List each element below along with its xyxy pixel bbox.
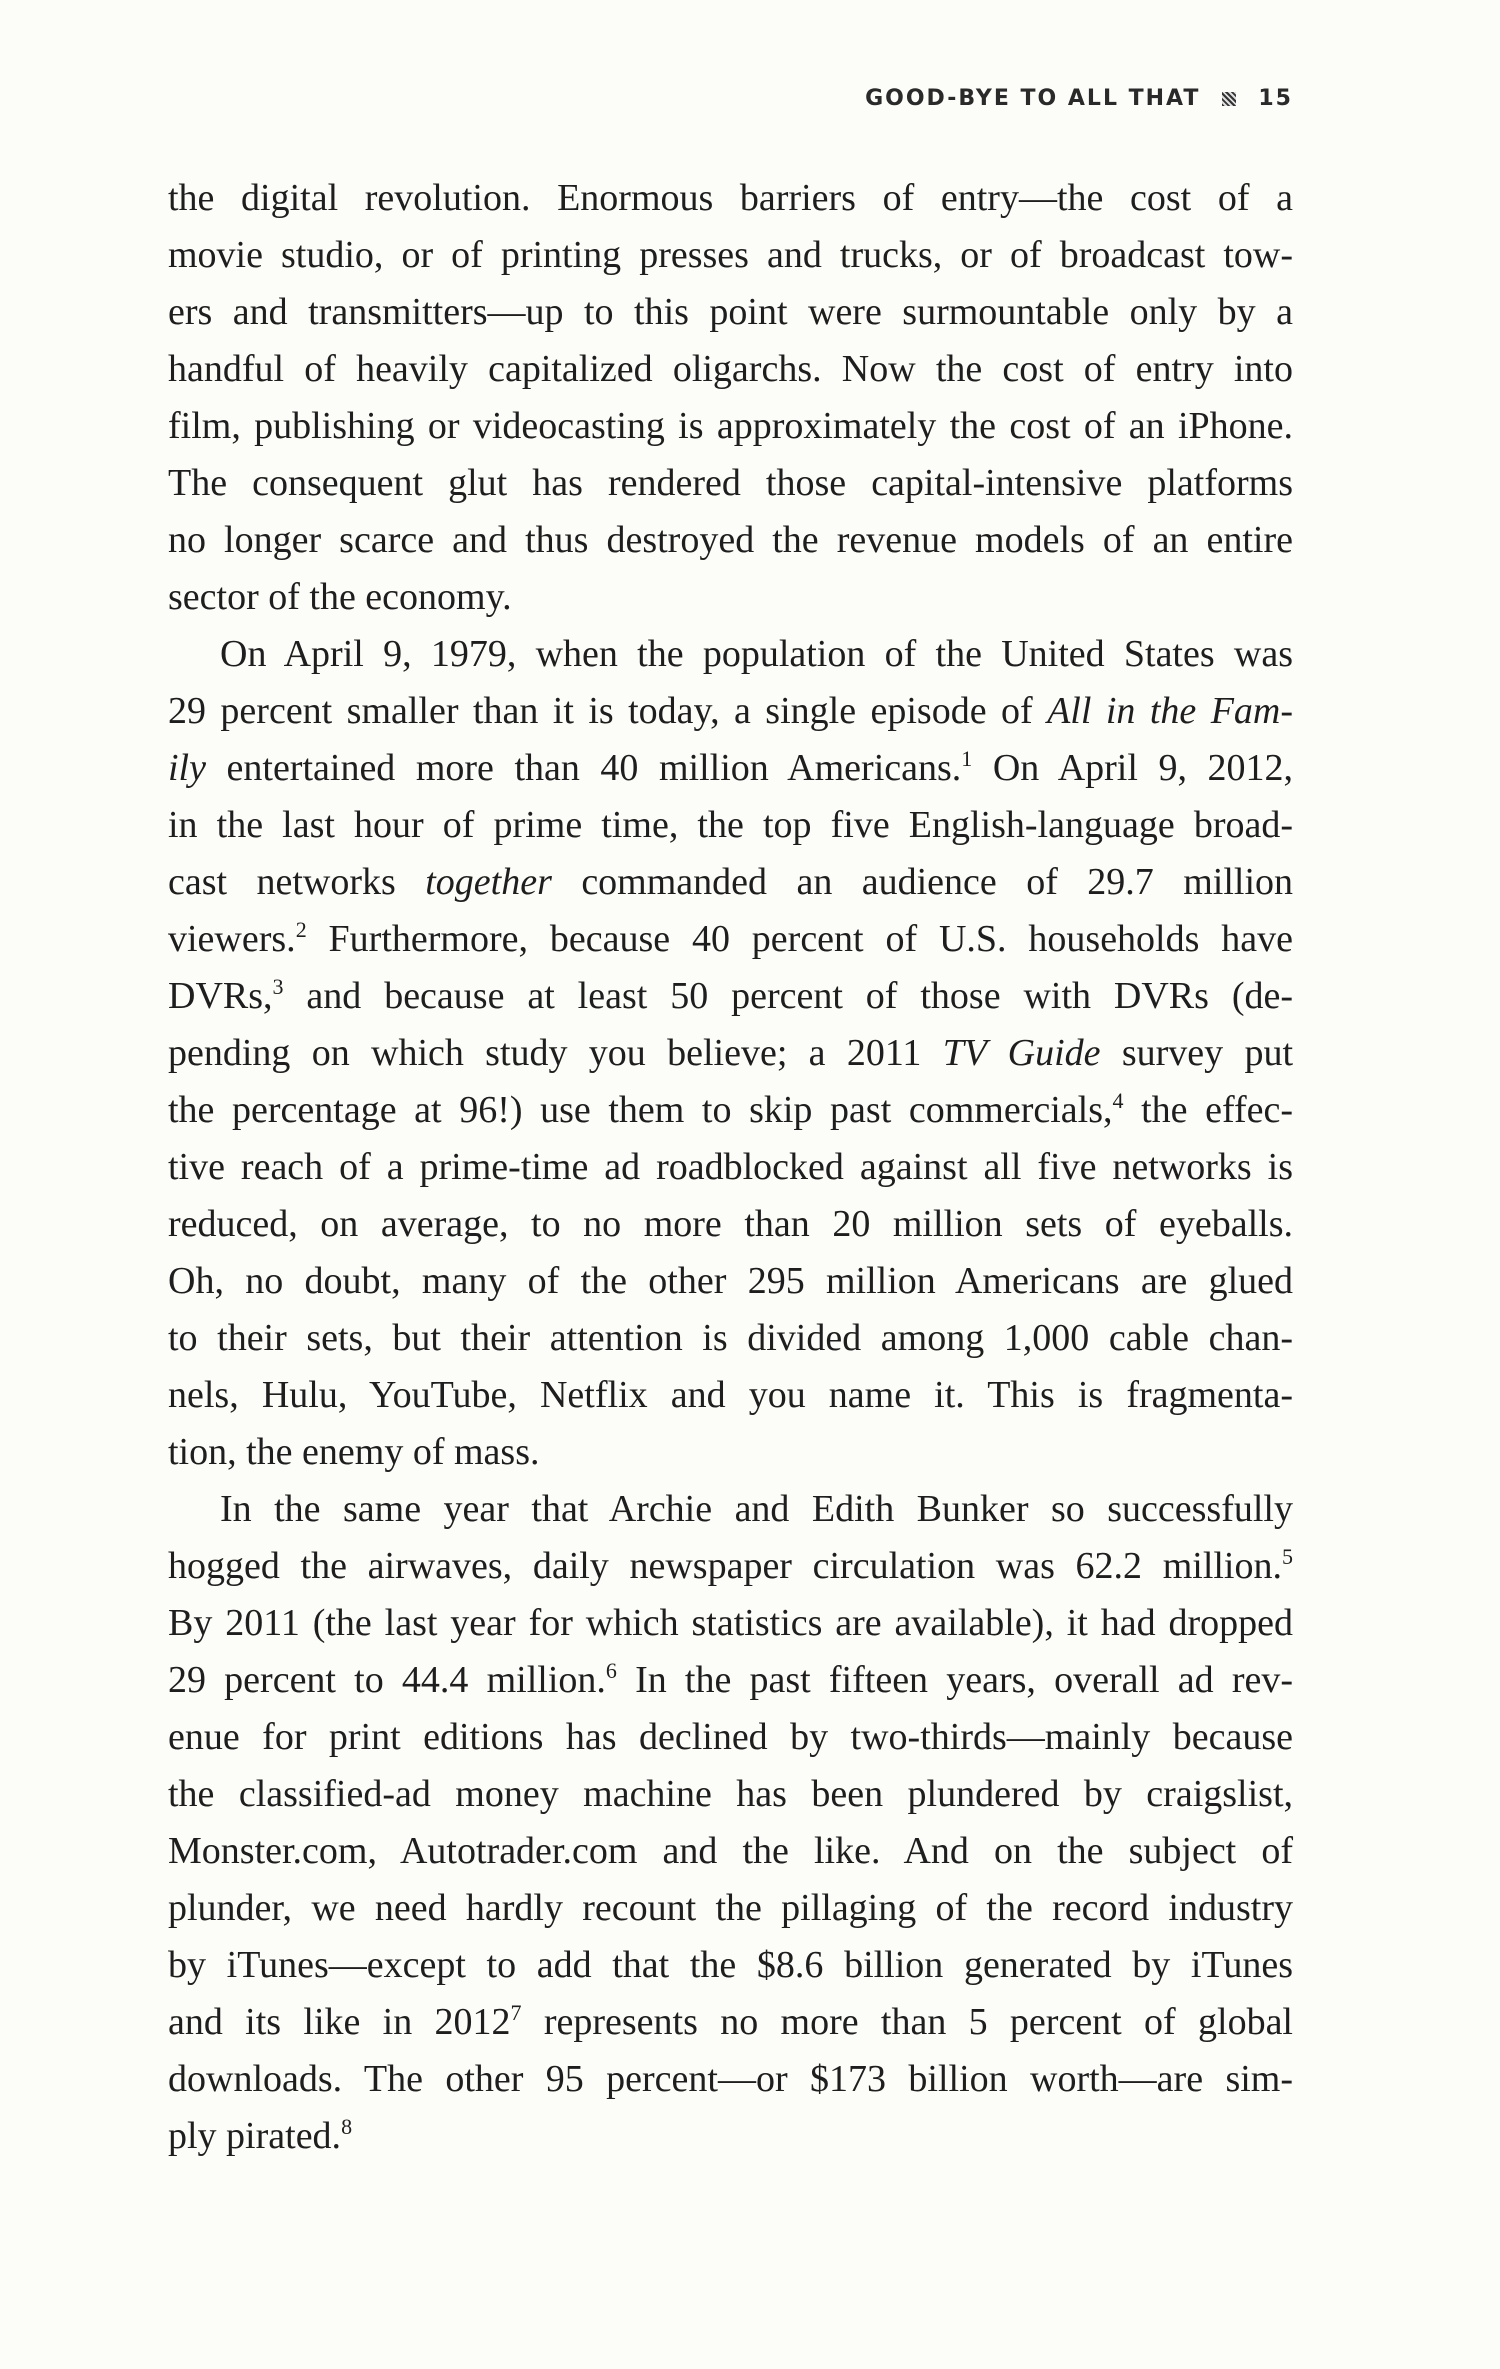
text-line: [168, 1481, 1293, 1538]
italic-title: ily: [168, 747, 206, 789]
footnote-marker: 3: [272, 974, 284, 999]
text-line: [168, 1424, 1293, 1481]
footnote-marker: 1: [961, 746, 973, 771]
text-run: sector of the economy.: [168, 576, 512, 618]
footnote-marker: 5: [1282, 1544, 1293, 1569]
text-line: [168, 227, 1293, 284]
text-line: [168, 2051, 1293, 2108]
text-run: Monster.com, Autotrader.com and the like. And on the subject of: [168, 1830, 1293, 1872]
text-line: [168, 569, 1293, 626]
text-line: [168, 512, 1293, 569]
text-line: [168, 398, 1293, 455]
text-run: survey put: [1100, 1032, 1293, 1074]
text-line: [168, 1082, 1293, 1139]
text-run: 29 percent to 44.4 million.: [168, 1659, 606, 1701]
text-run: handful of heavily capitalized oligarchs. Now the cost of entry into: [168, 348, 1293, 390]
text-run: Oh, no doubt, many of the other 295 million Americans are glued: [168, 1260, 1293, 1302]
text-line: [168, 1196, 1293, 1253]
text-run: ply pirated.: [168, 2115, 342, 2157]
text-run: commanded an audience of 29.7 million: [551, 861, 1294, 903]
italic-title: All in the Fam-: [1047, 690, 1293, 732]
text-run: movie studio, or of printing presses and trucks, or of broadcast tow-: [168, 234, 1293, 276]
paragraph: [168, 1481, 1293, 2165]
text-line: [168, 797, 1293, 854]
text-run: entertained more than 40 million Americans.: [205, 747, 962, 789]
text-line: [168, 1025, 1293, 1082]
page-number: 15: [1258, 86, 1293, 111]
text-line: [168, 1766, 1293, 1823]
text-run: tion, the enemy of mass.: [168, 1431, 540, 1473]
text-line: [168, 284, 1293, 341]
text-run: and its like in 2012: [168, 2001, 511, 2043]
text-run: enue for print editions has declined by two-thirds—mainly because: [168, 1716, 1293, 1758]
text-line: [168, 740, 1293, 797]
text-line: [168, 1139, 1293, 1196]
text-line: [168, 170, 1293, 227]
text-line: [168, 968, 1293, 1025]
text-run: In the past fifteen years, overall ad rev-: [616, 1659, 1294, 1701]
text-run: film, publishing or videocasting is approximately the cost of an iPhone.: [168, 405, 1293, 447]
text-run: downloads. The other 95 percent—or $173 billion worth—are sim-: [168, 2058, 1293, 2100]
text-line: [168, 1709, 1293, 1766]
text-run: and because at least 50 percent of those with DVRs (de-: [283, 975, 1293, 1017]
printer-ornament-icon: [1222, 92, 1236, 106]
text-run: By 2011 (the last year for which statistics are available), it had dropped: [168, 1602, 1293, 1644]
text-run: Furthermore, because 40 percent of U.S. households have: [306, 918, 1293, 960]
text-line: [168, 1994, 1293, 2051]
text-run: to their sets, but their attention is divided among 1,000 cable chan-: [168, 1317, 1293, 1359]
footnote-marker: 7: [510, 2000, 522, 2025]
footnote-marker: 4: [1112, 1088, 1124, 1113]
text-line: [168, 1310, 1293, 1367]
text-run: nels, Hulu, YouTube, Netflix and you name it. This is fragmenta-: [168, 1374, 1293, 1416]
text-line: [168, 455, 1293, 512]
running-head: [865, 86, 1293, 111]
text-line: [168, 911, 1293, 968]
text-run: tive reach of a prime-time ad roadblocked against all five networks is: [168, 1146, 1293, 1188]
text-run: in the last hour of prime time, the top five English-language broad-: [168, 804, 1293, 846]
text-line: [168, 1880, 1293, 1937]
text-run: viewers.: [168, 918, 296, 960]
text-line: [168, 626, 1293, 683]
text-line: [168, 1253, 1293, 1310]
text-run: In the same year that Archie and Edith Bunker so successfully: [220, 1488, 1293, 1530]
text-line: [168, 683, 1293, 740]
paragraph: [168, 626, 1293, 1481]
italic-title: TV Guide: [942, 1032, 1101, 1074]
text-line: [168, 854, 1293, 911]
text-line: [168, 1538, 1293, 1595]
text-line: [168, 1823, 1293, 1880]
text-run: pending on which study you believe; a 2011: [168, 1032, 943, 1074]
text-run: by iTunes—except to add that the $8.6 billion generated by iTunes: [168, 1944, 1293, 1986]
body-text: [168, 170, 1293, 2165]
text-run: the digital revolution. Enormous barriers of entry—the cost of a: [168, 177, 1293, 219]
text-run: reduced, on average, to no more than 20 million sets of eyeballs.: [168, 1203, 1293, 1245]
text-run: the classified-ad money machine has been plundered by craigslist,: [168, 1773, 1293, 1815]
footnote-marker: 6: [605, 1658, 617, 1683]
text-line: [168, 1652, 1293, 1709]
text-run: cast networks: [168, 861, 426, 903]
text-run: The consequent glut has rendered those capital-intensive platforms: [168, 462, 1293, 504]
text-line: [168, 341, 1293, 398]
text-run: the effec-: [1123, 1089, 1293, 1131]
text-run: On April 9, 2012,: [972, 747, 1293, 789]
text-run: On April 9, 1979, when the population of the United States was: [220, 633, 1293, 675]
footnote-marker: 2: [295, 917, 307, 942]
text-run: no longer scarce and thus destroyed the revenue models of an entire: [168, 519, 1293, 561]
text-line: [168, 1367, 1293, 1424]
text-run: 29 percent smaller than it is today, a single episode of: [168, 690, 1048, 732]
text-run: DVRs,: [168, 975, 273, 1017]
text-run: ers and transmitters—up to this point were surmountable only by a: [168, 291, 1293, 333]
text-line: [168, 2108, 1293, 2165]
footnote-marker: 8: [341, 2114, 353, 2139]
text-run: hogged the airwaves, daily newspaper circulation was 62.2 million.: [168, 1545, 1282, 1587]
text-run: represents no more than 5 percent of global: [521, 2001, 1293, 2043]
text-run: plunder, we need hardly recount the pillaging of the record industry: [168, 1887, 1293, 1929]
text-run: the percentage at 96!) use them to skip past commercials,: [168, 1089, 1113, 1131]
text-line: [168, 1937, 1293, 1994]
paragraph: [168, 170, 1293, 626]
text-line: [168, 1595, 1293, 1652]
italic-title: together: [425, 861, 552, 903]
running-head-title: GOOD-BYE TO ALL THAT: [865, 86, 1201, 111]
